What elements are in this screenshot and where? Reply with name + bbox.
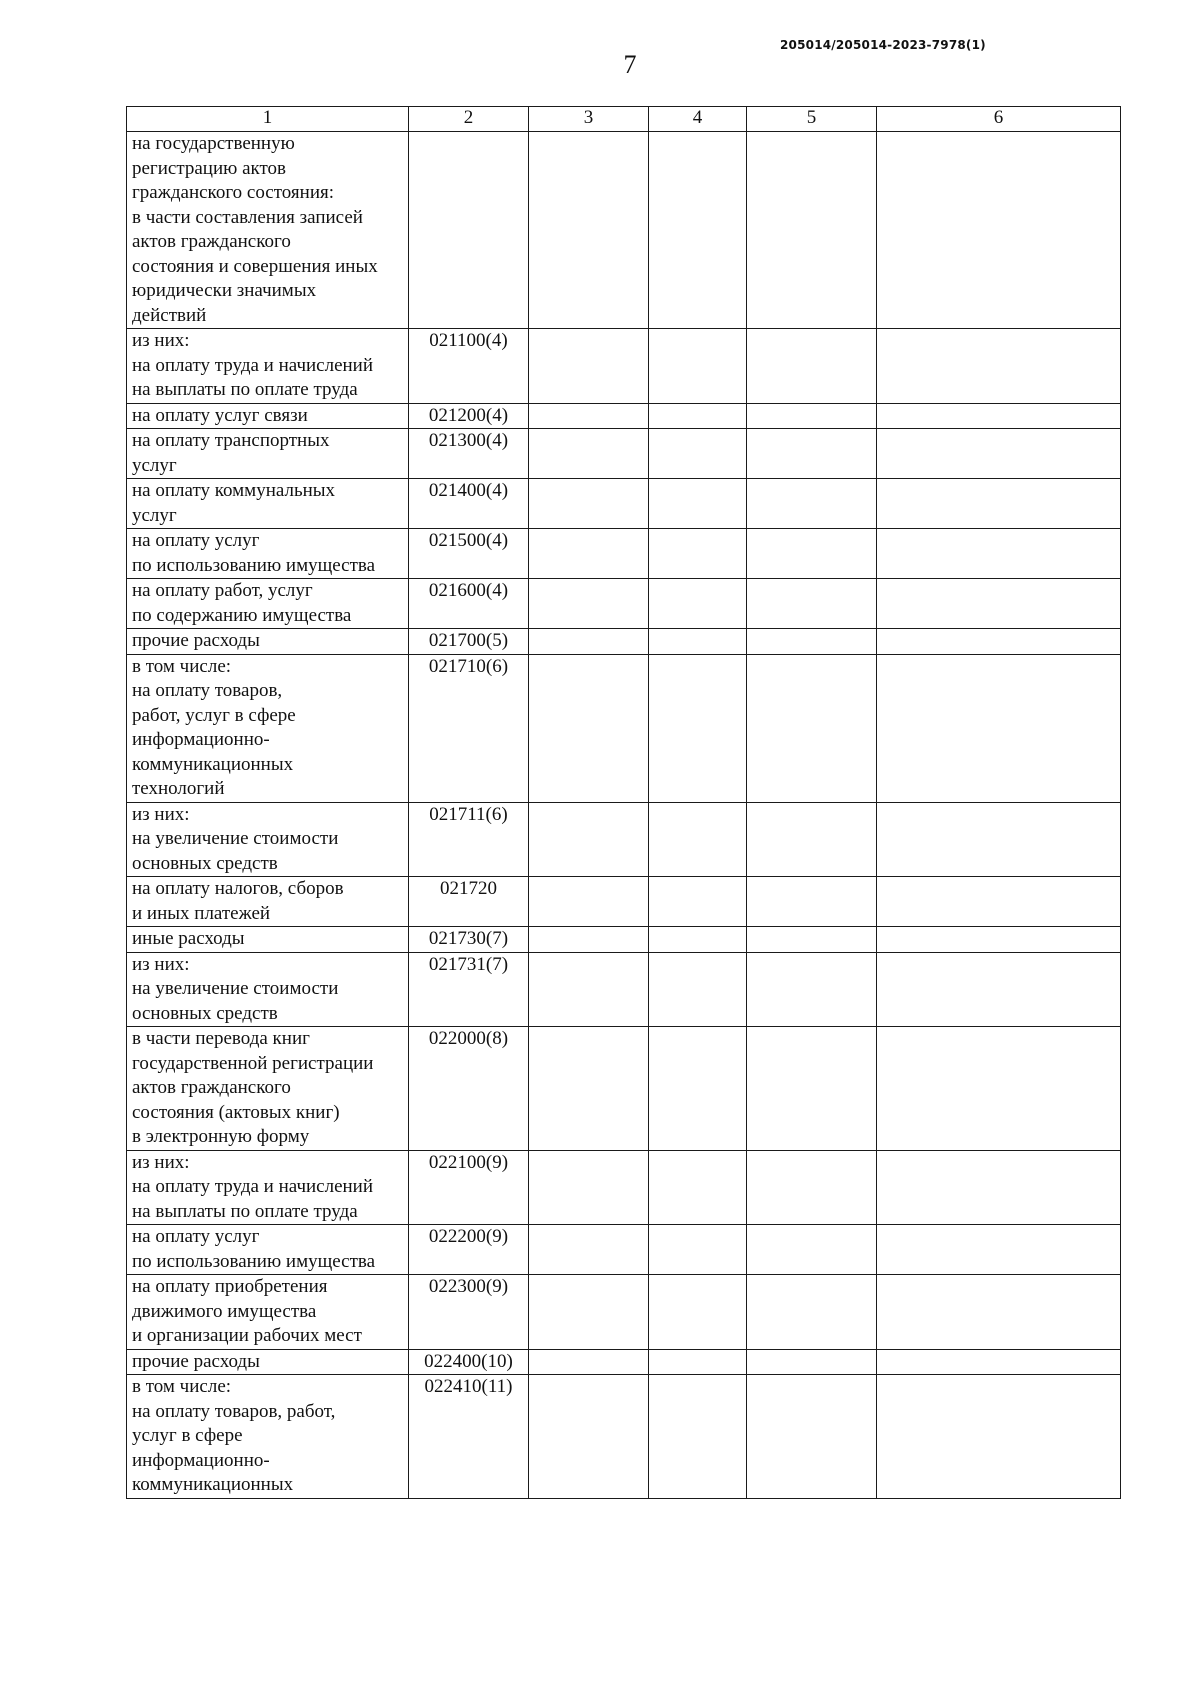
table-row bbox=[127, 802, 1121, 877]
value-cell-col-4 bbox=[649, 1275, 747, 1350]
value-cell-col-5 bbox=[747, 579, 877, 629]
value-cell-col-5 bbox=[747, 529, 877, 579]
value-cell-col-5 bbox=[747, 132, 877, 329]
row-code: 021730(7) bbox=[409, 927, 529, 953]
value-cell-col-6 bbox=[877, 952, 1121, 1027]
row-label: в том числе: на оплату товаров, работ, услуг в сфере информационно- коммуникационных технологий bbox=[127, 654, 409, 802]
value-cell-col-4 bbox=[649, 132, 747, 329]
value-cell-col-5 bbox=[747, 479, 877, 529]
value-cell-col-3 bbox=[529, 479, 649, 529]
row-code: 021720 bbox=[409, 877, 529, 927]
value-cell-col-6 bbox=[877, 429, 1121, 479]
value-cell-col-6 bbox=[877, 1027, 1121, 1151]
row-label: прочие расходы bbox=[127, 629, 409, 655]
row-label: на оплату работ, услуг по содержанию имущества bbox=[127, 579, 409, 629]
value-cell-col-3 bbox=[529, 629, 649, 655]
value-cell-col-6 bbox=[877, 1275, 1121, 1350]
row-label: иные расходы bbox=[127, 927, 409, 953]
row-label: из них: на увеличение стоимости основных средств bbox=[127, 802, 409, 877]
value-cell-col-5 bbox=[747, 952, 877, 1027]
value-cell-col-4 bbox=[649, 952, 747, 1027]
table-row bbox=[127, 579, 1121, 629]
table-body bbox=[127, 132, 1121, 1499]
row-code: 021600(4) bbox=[409, 579, 529, 629]
row-code: 021731(7) bbox=[409, 952, 529, 1027]
value-cell-col-3 bbox=[529, 429, 649, 479]
value-cell-col-3 bbox=[529, 529, 649, 579]
table-row bbox=[127, 1225, 1121, 1275]
value-cell-col-5 bbox=[747, 403, 877, 429]
value-cell-col-3 bbox=[529, 1150, 649, 1225]
column-header: 6 bbox=[877, 107, 1121, 132]
row-label: на оплату приобретения движимого имущества и организации рабочих мест bbox=[127, 1275, 409, 1350]
value-cell-col-3 bbox=[529, 802, 649, 877]
table-row bbox=[127, 952, 1121, 1027]
row-code: 021710(6) bbox=[409, 654, 529, 802]
value-cell-col-3 bbox=[529, 1375, 649, 1499]
value-cell-col-4 bbox=[649, 654, 747, 802]
row-label: в том числе: на оплату товаров, работ, услуг в сфере информационно- коммуникационных bbox=[127, 1375, 409, 1499]
value-cell-col-6 bbox=[877, 529, 1121, 579]
table-row bbox=[127, 927, 1121, 953]
value-cell-col-6 bbox=[877, 1375, 1121, 1499]
row-label: на оплату транспортных услуг bbox=[127, 429, 409, 479]
value-cell-col-5 bbox=[747, 802, 877, 877]
value-cell-col-4 bbox=[649, 429, 747, 479]
row-code: 022000(8) bbox=[409, 1027, 529, 1151]
table-row bbox=[127, 479, 1121, 529]
row-label: на оплату услуг по использованию имущества bbox=[127, 1225, 409, 1275]
row-label: прочие расходы bbox=[127, 1349, 409, 1375]
table-row bbox=[127, 1349, 1121, 1375]
row-code: 021500(4) bbox=[409, 529, 529, 579]
row-code: 022200(9) bbox=[409, 1225, 529, 1275]
table-row bbox=[127, 629, 1121, 655]
row-code: 021300(4) bbox=[409, 429, 529, 479]
row-label: из них: на оплату труда и начислений на выплаты по оплате труда bbox=[127, 1150, 409, 1225]
column-header: 3 bbox=[529, 107, 649, 132]
value-cell-col-5 bbox=[747, 1027, 877, 1151]
row-label: на оплату услуг связи bbox=[127, 403, 409, 429]
value-cell-col-5 bbox=[747, 1275, 877, 1350]
row-label: из них: на увеличение стоимости основных средств bbox=[127, 952, 409, 1027]
row-code: 022410(11) bbox=[409, 1375, 529, 1499]
table-row bbox=[127, 654, 1121, 802]
value-cell-col-6 bbox=[877, 877, 1121, 927]
value-cell-col-6 bbox=[877, 403, 1121, 429]
value-cell-col-4 bbox=[649, 927, 747, 953]
value-cell-col-3 bbox=[529, 132, 649, 329]
row-code: 021200(4) bbox=[409, 403, 529, 429]
value-cell-col-5 bbox=[747, 1349, 877, 1375]
value-cell-col-6 bbox=[877, 802, 1121, 877]
row-label: на оплату налогов, сборов и иных платежей bbox=[127, 877, 409, 927]
value-cell-col-3 bbox=[529, 927, 649, 953]
row-code: 021700(5) bbox=[409, 629, 529, 655]
value-cell-col-3 bbox=[529, 1225, 649, 1275]
value-cell-col-3 bbox=[529, 1027, 649, 1151]
value-cell-col-4 bbox=[649, 329, 747, 404]
table-row bbox=[127, 1275, 1121, 1350]
value-cell-col-4 bbox=[649, 1375, 747, 1499]
value-cell-col-4 bbox=[649, 1225, 747, 1275]
row-code: 021711(6) bbox=[409, 802, 529, 877]
row-label: из них: на оплату труда и начислений на выплаты по оплате труда bbox=[127, 329, 409, 404]
table-row bbox=[127, 429, 1121, 479]
table-row bbox=[127, 329, 1121, 404]
value-cell-col-6 bbox=[877, 1349, 1121, 1375]
value-cell-col-3 bbox=[529, 654, 649, 802]
row-code: 021100(4) bbox=[409, 329, 529, 404]
row-label: на оплату коммунальных услуг bbox=[127, 479, 409, 529]
column-header: 1 bbox=[127, 107, 409, 132]
value-cell-col-5 bbox=[747, 429, 877, 479]
value-cell-col-4 bbox=[649, 579, 747, 629]
row-label: в части перевода книг государственной регистрации актов гражданского состояния (актовых книг) в электронную форму bbox=[127, 1027, 409, 1151]
value-cell-col-5 bbox=[747, 1225, 877, 1275]
table-row bbox=[127, 1150, 1121, 1225]
row-code: 022300(9) bbox=[409, 1275, 529, 1350]
value-cell-col-6 bbox=[877, 132, 1121, 329]
value-cell-col-6 bbox=[877, 329, 1121, 404]
value-cell-col-3 bbox=[529, 952, 649, 1027]
value-cell-col-4 bbox=[649, 1150, 747, 1225]
value-cell-col-6 bbox=[877, 1150, 1121, 1225]
column-header: 2 bbox=[409, 107, 529, 132]
value-cell-col-5 bbox=[747, 654, 877, 802]
table-row bbox=[127, 529, 1121, 579]
row-label: на государственную регистрацию актов гражданского состояния: в части составления записей актов гражданского состояния и совершения иных юридически значимых действий bbox=[127, 132, 409, 329]
value-cell-col-4 bbox=[649, 403, 747, 429]
value-cell-col-6 bbox=[877, 654, 1121, 802]
row-code: 022100(9) bbox=[409, 1150, 529, 1225]
value-cell-col-3 bbox=[529, 579, 649, 629]
value-cell-col-3 bbox=[529, 1349, 649, 1375]
value-cell-col-4 bbox=[649, 1027, 747, 1151]
row-code bbox=[409, 132, 529, 329]
value-cell-col-5 bbox=[747, 927, 877, 953]
table-row bbox=[127, 132, 1121, 329]
value-cell-col-5 bbox=[747, 629, 877, 655]
value-cell-col-6 bbox=[877, 479, 1121, 529]
row-label: на оплату услуг по использованию имущества bbox=[127, 529, 409, 579]
value-cell-col-3 bbox=[529, 403, 649, 429]
row-code: 021400(4) bbox=[409, 479, 529, 529]
value-cell-col-4 bbox=[649, 802, 747, 877]
value-cell-col-5 bbox=[747, 1375, 877, 1499]
table-row bbox=[127, 403, 1121, 429]
value-cell-col-6 bbox=[877, 629, 1121, 655]
table-row bbox=[127, 877, 1121, 927]
value-cell-col-5 bbox=[747, 877, 877, 927]
value-cell-col-4 bbox=[649, 529, 747, 579]
value-cell-col-4 bbox=[649, 629, 747, 655]
value-cell-col-3 bbox=[529, 329, 649, 404]
table-row bbox=[127, 1375, 1121, 1499]
value-cell-col-4 bbox=[649, 1349, 747, 1375]
document-id: 205014/205014-2023-7978(1) bbox=[780, 38, 986, 52]
page-number: 7 bbox=[623, 50, 637, 79]
value-cell-col-4 bbox=[649, 479, 747, 529]
column-header: 5 bbox=[747, 107, 877, 132]
value-cell-col-4 bbox=[649, 877, 747, 927]
table-row bbox=[127, 1027, 1121, 1151]
column-number-row bbox=[127, 107, 1121, 132]
value-cell-col-6 bbox=[877, 1225, 1121, 1275]
value-cell-col-6 bbox=[877, 579, 1121, 629]
value-cell-col-3 bbox=[529, 1275, 649, 1350]
value-cell-col-5 bbox=[747, 1150, 877, 1225]
row-code: 022400(10) bbox=[409, 1349, 529, 1375]
value-cell-col-6 bbox=[877, 927, 1121, 953]
value-cell-col-5 bbox=[747, 329, 877, 404]
column-header: 4 bbox=[649, 107, 747, 132]
expense-table bbox=[126, 106, 1121, 1499]
value-cell-col-3 bbox=[529, 877, 649, 927]
